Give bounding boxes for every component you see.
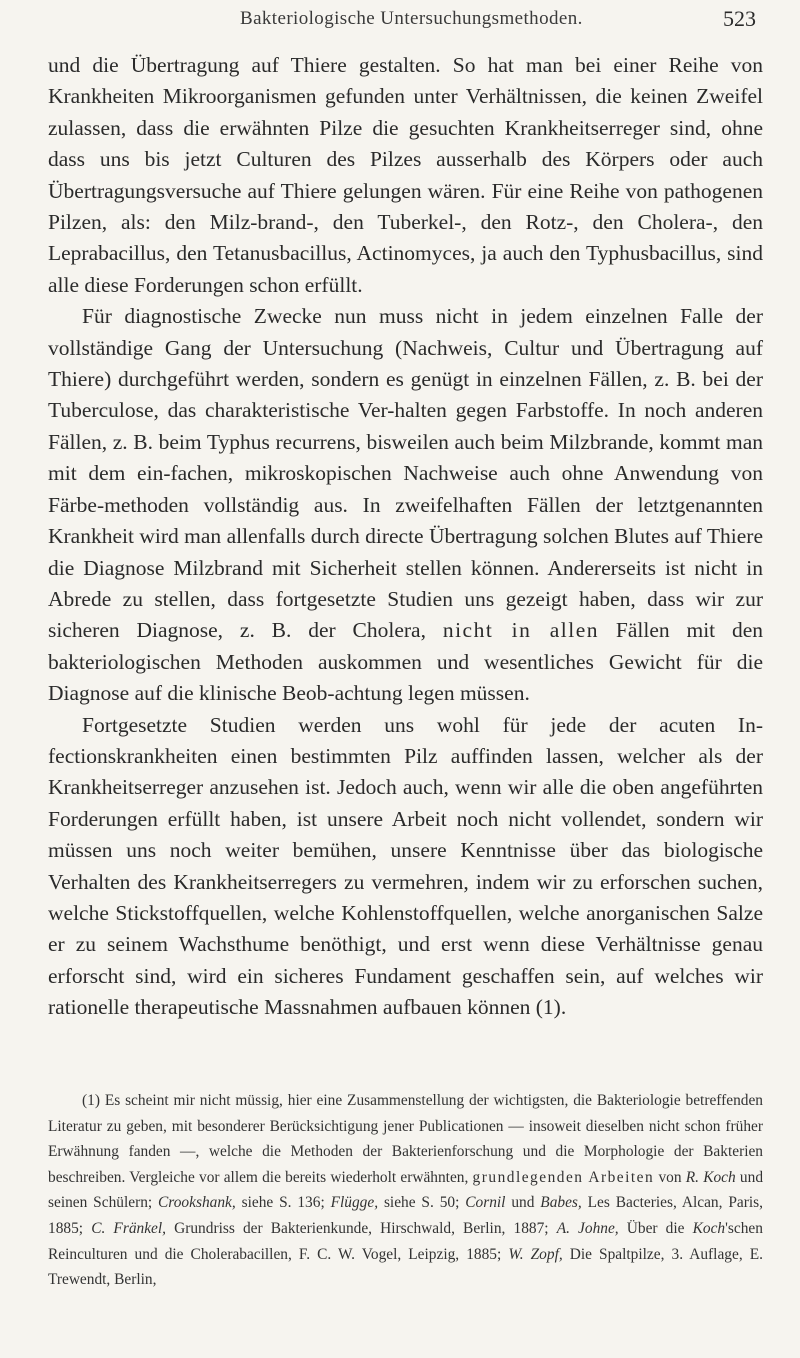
footnote-emphasis: grundlegenden Arbeiten bbox=[472, 1168, 655, 1186]
emphasis-spaced: nicht in allen bbox=[442, 618, 600, 643]
footnote-1 bbox=[48, 1088, 763, 1293]
footnote-text: Les Bacteries, Alcan, Paris, 1885; bbox=[48, 1194, 763, 1237]
paragraph-2 bbox=[48, 301, 763, 709]
author-name: Koch bbox=[692, 1219, 726, 1237]
author-name: A. Johne, bbox=[556, 1219, 619, 1237]
author-name: R. Koch bbox=[685, 1168, 736, 1186]
author-name: Cornil bbox=[465, 1194, 506, 1212]
running-head bbox=[0, 2, 800, 42]
footnote-text: (1) Es scheint mir nicht müssig, hier eine Zusammenstellung der wichtigsten, die Bakteriologie betreffenden Literatur zu geben, mit besonderer Berücksichtigung jener Publicationen — insoweit dieselben nicht schon früher Erwähnung fanden —, welche die Methoden der Bakterienforschung und die Morphologie der Bakterien beschreiben. Vergleiche vor allem die bereits wiederholt erwähnten, bbox=[48, 1092, 763, 1186]
page-number: 523 bbox=[723, 6, 756, 31]
author-name: Crookshank, bbox=[158, 1194, 236, 1212]
paragraph-2-part-a: Für diagnostische Zwecke nun muss nicht in jedem einzelnen Falle der vollständige Gang der Untersuchung (Nachweis, Cultur und Übertragung auf Thiere) durchgeführt werden, sondern es genügt in einzelnen Fällen, z. B. bei der Tuberculose, das charakteristische Ver-halten gegen Farbstoffe. In noch anderen Fällen, z. B. beim Typhus recurrens, bisweilen auch beim Milzbrande, kommt man mit dem ein-fachen, mikroskopischen Nachweise auch ohne Anwendung von Färbe-methoden vollständig aus. In zweifelhaften Fällen der letztgenannten Krankheit wird man allenfalls durch directe Übertragung solchen Blutes auf Thiere die Diagnose Milzbrand mit Sicherheit stellen können. Andererseits ist nicht in Abrede zu stellen, dass fortgesetzte Studien uns gezeigt haben, dass wir zur sicheren Diagnose, z. B. der Cholera, bbox=[48, 304, 763, 643]
footnote-text: und bbox=[511, 1194, 535, 1212]
footnote-text: siehe S. 136; bbox=[241, 1194, 325, 1212]
main-text bbox=[48, 50, 763, 1024]
paragraph-3: Fortgesetzte Studien werden uns wohl für jede der acuten In-fectionskrankheiten einen bestimmten Pilz auffinden lassen, welcher als der Krankheitserreger anzusehen ist. Jedoch auch, wenn wir alle die oben angeführten Forderungen erfüllt haben, ist unsere Arbeit noch nicht vollendet, sondern wir müssen uns noch weiter bemühen, unsere Kenntnisse über das biologische Verhalten des Krankheitserregers zu vermehren, indem wir zu erforschen suchen, welche Stickstoffquellen, welche Kohlenstoffquellen, welche anorganischen Salze er zu seinem Wachsthume benöthigt, und erst wenn diese Verhältnisse genau erforscht sind, wird ein sicheres Fundament geschaffen sein, auf welches wir rationelle therapeutische Massnahmen aufbauen können (1). bbox=[48, 712, 763, 1020]
paragraph-2-part-b: Fällen mit den bakteriologischen Methoden auskommen und wesentliches Gewicht für die Diagnose auf die klinische Beob-achtung legen müssen. bbox=[48, 618, 764, 706]
author-name: Flügge, bbox=[330, 1194, 379, 1212]
author-name: W. Zopf, bbox=[508, 1245, 563, 1263]
footnote-text: und seinen Schülern; bbox=[48, 1168, 764, 1212]
paragraph-1: und die Übertragung auf Thiere gestalten. So hat man bei einer Reihe von Krankheiten Mikroorganismen gefunden unter Verhältnissen, die keinen Zweifel zulassen, dass die erwähnten Pilze die gesuchten Krankheitserreger sind, ohne dass uns bis jetzt Culturen des Pilzes ausserhalb des Körpers oder auch Übertragungsversuche auf Thiere gelungen wären. Für eine Reihe von pathogenen Pilzen, als: den Milz-brand-, den Tuberkel-, den Rotz-, den Cholera-, den Leprabacillus, den Tetanusbacillus, Actinomyces, ja auch den Typhusbacillus, sind alle diese Forderungen schon erfüllt. bbox=[48, 53, 763, 297]
footnote-text: Grundriss der Bakterienkunde, Hirschwald, Berlin, 1887; bbox=[174, 1219, 549, 1237]
footnote-text: siehe S. 50; bbox=[383, 1194, 460, 1212]
footnote-text: Die Spaltpilze, 3. Auflage, E. Trewendt, Berlin, bbox=[48, 1245, 763, 1289]
author-name: C. Fränkel, bbox=[91, 1219, 166, 1237]
footnote bbox=[48, 1088, 763, 1293]
footnote-text: Über die bbox=[626, 1219, 685, 1237]
footnote-text: 'schen Reinculturen und die Cholerabacillen, F. C. W. Vogel, Leipzig, 1885; bbox=[48, 1219, 763, 1263]
footnote-text: von bbox=[658, 1168, 682, 1186]
running-title: Bakteriologische Untersuchungsmethoden. bbox=[240, 8, 583, 29]
author-name: Babes, bbox=[540, 1194, 582, 1212]
